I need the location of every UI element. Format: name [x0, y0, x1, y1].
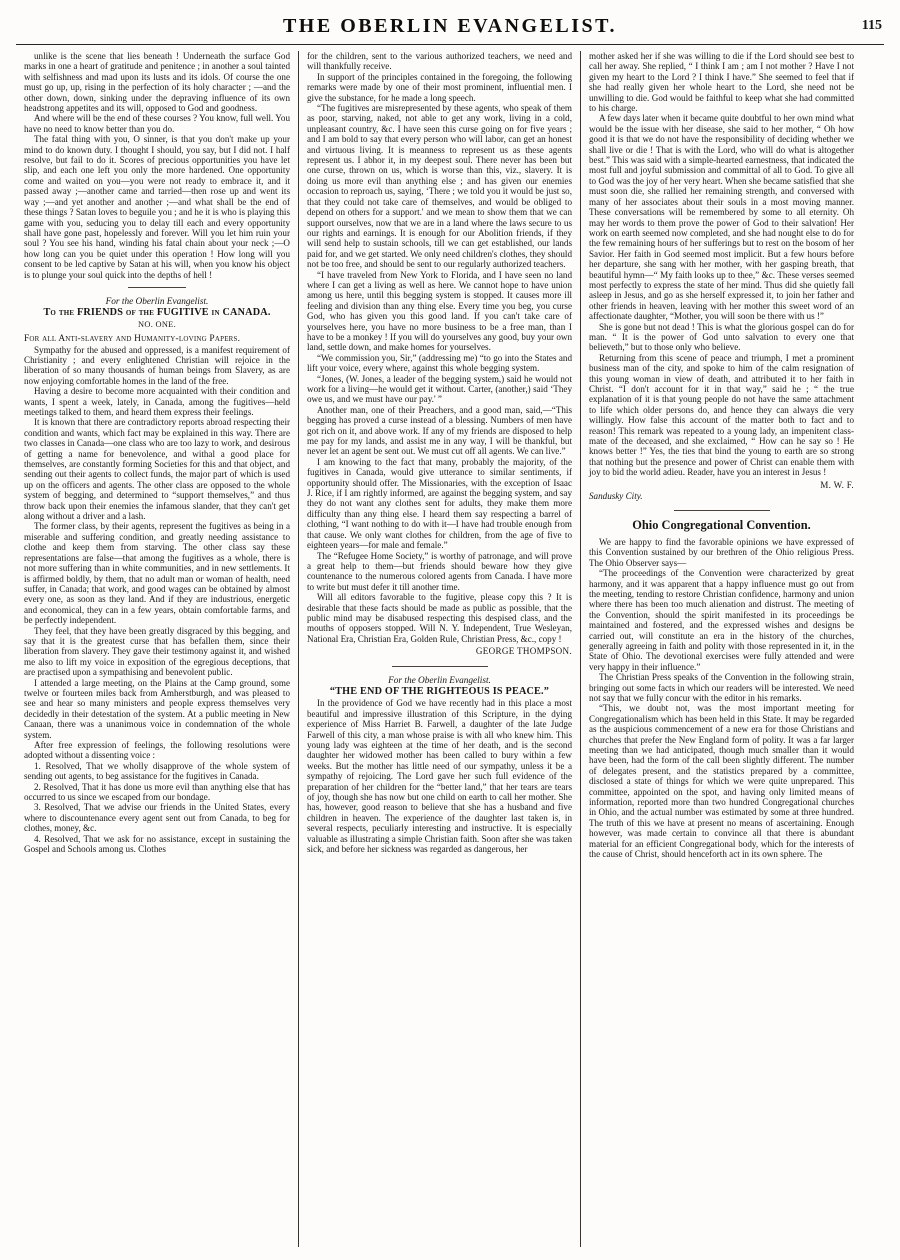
body-paragraph: The “Refugee Home Society,” is worthy of patronage, and will prove a great help to them—but friends should beware how they give countenance to the numerous colored agents from Canada. I have more to write but must defer it till another time.: [307, 550, 572, 592]
body-paragraph: In support of the principles contained in the foregoing, the following remarks were made by one of their most prominent, influential men. I give the substance, for he made a long speech.: [307, 71, 572, 103]
body-paragraph: [24, 333, 290, 344]
body-paragraph: 4. Resolved, That we ask for no assistance, except in sustaining the Gospel and Schools among us. Clothes: [24, 833, 290, 855]
body-paragraph: Another man, one of their Preachers, and a good man, said,—“This begging has proved a curse instead of a blessing. Numbers of men have got rich on it, and above work. If any of my friends are disposed to help me pay for my lands, and assist me in any way, I will be thankful, but never let an agent be sent out. We must cut off all agents. We can live.”: [307, 404, 572, 457]
body-paragraph: mother asked her if she was willing to die if the Lord should see best to call her away. She replied, “ I think I am ; am I not mother ? Have I not given my heart to the Lord ? I think I have.” She seemed to feel that if she had really given her whole heart to the Lord, she need not be unwilling to die. God would be faithful to keep what she had committed to his charge.: [589, 51, 854, 114]
body-paragraph: “The fugitives are misrepresented by these agents, who speak of them as poor, starving, naked, not able to get any work, living in a cold, unpleasant country, &c. I have seen this curse going on for five years ; and I am bold to say that every person who will labor, can get an honest and virtuous living. It is meanness to represent us as these agents represent us. I abhor it, in my deepest soul. There never has been but one curse, thrown on us, which is worse than this, viz., slavery. It is doing us more evil than anything else ; and has given our enemies occasion to reproach us, saying, ‘There ; we told you it would be just so, that they could not take care of themselves, and would be obliged to depend on others for a support.' and we mean to show them that we can support ourselves, now that we are in a land where the laws secure to us our rights and earnings. It is enough for our Abolition friends, if they will send help to sustain schools, till we can get established, our lands paid for, and we get started. We only need children's clothes, they should not be too free, and should be sent to our regularly authorized teachers.: [307, 103, 572, 270]
body-paragraph: Sympathy for the abused and oppressed, is a manifest requirement of Christianity ; and every enlightened Christian will rejoice in the liberation of so many thousands of human beings from Slavery, as are now enjoying comfortable homes in the land of the free.: [24, 344, 290, 386]
body-paragraph: Will all editors favorable to the fugitive, please copy this ? It is desirable that these facts should be made as public as possible, that the public mind may be disabused respecting this despised class, and the mouths of opposers stopped. Will N. Y. Independent, True Wesleyan, National Era, Christian Era, Golden Rule, Christian Press, &c., copy !: [307, 592, 572, 644]
body-paragraph: A few days later when it became quite doubtful to her own mind what would be the issue with her disease, she said to her mother, “ Oh how good it is that we do not have the responsibility of deciding whether we shall live or die ! That is with the Lord, who will do what is altogether best.” This was said with a simple-hearted earnestness, that indicated the most full and joyful submission and committal of all to God. To give all to God was the joy of her very heart. When she became satisfied that she must soon die, she rallied her remaining strength, and conversed with many of her associates about their souls in a most moving manner. These conversations will be remembered by some to all eternity. Oh may her words to them prove the power of God to their salvation! Her work on earth seemed now completed, and she had nought else to do for the few remaining hours of her sufferings but to rest on the bosom of her Savior. Her faith in God seemed most implicit. But a few hours before her departure, she sang with her mother, with her gasping breath, that beautiful hymn—“ My faith looks up to thee,” &c. These verses seemed most perfectly to express the state of her mind. Thus did she quietly fall asleep in Jesus, and go as she herself expressed it, to join her father and other friends in heaven, leaving with her mother this sweet word of an affectionate daughter, “Mother, you will soon be there with us !”: [589, 113, 854, 322]
body-paragraph: Returning from this scene of peace and triumph, I met a prominent business man of the city, and spoke to him of the calm resignation of this young woman in view of death, and attributed it to her faith in Christ. “I don't account for it in that way,” said he ; “ the true explanation of it is that young people do not have the same attachment to life which older persons do, and hence they can always die very willingly. How false this account of the matter both to fact and to reason! This remark was repeated to a young lady, an impenitent class-mate of the deceased, and she exclaimed, “ How can he say so ! He knows better !” Yes, the ties that bind the young to earth are so strong that nothing but the presence and power of Christ can enable them with joy to bid the world adieu. Reader, have you an interest in Jesus !: [589, 352, 854, 478]
body-paragraph: 2. Resolved, That it has done us more evil than anything else that has occurred to us since we escaped from our bondage.: [24, 781, 290, 803]
body-paragraph: The fatal thing with you, O sinner, is that you don't make up your mind to do known duty. I thought I should, you say, but I did not. I half resolve, but fail to do it. Scores of precious opportunities you have let slip, and each one left you only the more hardened. One opportunity come and waited on you—you were not ready to embrace it, and it passed away ;—another came and tarried—then rose up and went its way ;—and yet another and another ;—and what shall be the end of these things ? Satan loves to beguile you ; and he it is who is playing this game with you, seducing you to delay till each and every opportunity shall have gone past, hopelessly and forever. Will you let him ruin your soul ? You see his hand, winding his fatal chain about your neck ;—O how long can you be quiet under this operation ! How long will you consent to be led captive by Satan at his will, when you know his object is to plunge your soul quick into the depths of hell !: [24, 134, 290, 280]
page-title: THE OBERLIN EVANGELIST.: [282, 15, 618, 37]
divider-rule: [392, 666, 488, 667]
body-paragraph: “I have traveled from New York to Florida, and I have seen no land where I can get a living as well as here. We cannot hope to have union among us here, until this begging system is stopped. It causes more ill feeling and division than any thing else. Every time you beg, you curse God, who has given you this good land. If you can't take care of yourselves here, you have no more business to be a free man, than I have to be a monkey ! If you will do yourselves any good, buy your own land, settle down, and make homes for yourselves.: [307, 269, 572, 353]
body-paragraph: In the providence of God we have recently had in this place a most beautiful and impressive illustration of this Scripture, in the dying experience of Miss Harriet B. Farwell, a daughter of the late Judge Farwell of this city, a man whose praise is with all who knew him. This young lady was eighteen at the time of her death, and is the second daughter her widowed mother has been called to bury within a few weeks. But the mother has little need of our sympathy, unless it be a sympathy of rejoicing. The Lord gave her such full evidence of the preparation of her children for the “better land,” that her tears are tears of joy, though she has now but one child on earth to call her mother. She has, however, good reason to believe that she has a husband and five children in heaven. The experience of the daughter last taken is, in several respects, peculiarly interesting and instructive. It is especially valuable as illustrating a simple Christian faith. Soon after she was taken sick, and before her sickness was regarded as dangerous, her: [307, 698, 572, 855]
article-title: To the FRIENDS of the FUGITIVE in CANADA.: [43, 307, 271, 319]
column-3: [580, 51, 862, 1247]
section-heading: Ohio Congregational Convention.: [632, 518, 811, 533]
article-signature: M. W. F.: [820, 479, 854, 490]
body-paragraph: for the children, sent to the various authorized teachers, we need and will thankfully receive.: [307, 51, 572, 72]
body-paragraph: And where will be the end of these courses ? You know, full well. You have no need to know better than you do.: [24, 113, 290, 134]
article-kicker: For the Oberlin Evangelist.: [388, 675, 491, 686]
body-paragraph: “We commission you, Sir,” (addressing me) “to go into the States and lift your voice, every where, against this whole begging system.: [307, 352, 572, 374]
body-paragraph: 1. Resolved, That we wholly disapprove of the whole system of sending out agents, to beg assistance for the fugitives in Canada.: [24, 760, 290, 782]
divider-rule: [128, 287, 186, 288]
body-paragraph: She is gone but not dead ! This is what the glorious gospel can do for man. “ It is the power of God unto salvation to every one that believeth,” but to those only who believe.: [589, 321, 854, 353]
body-paragraph: The former class, by their agents, represent the fugitives as being in a miserable and suffering condition, and greatly needing assistance to clothe and keep them from starving. The other class say these representations are false—that among the fugitives as a whole, there is not more suffering than in white communities, and in new settlements. It is affirmed boldly, by them, that no adult man or woman of health, need suffer, in Canada; that work, and good wages can be obtained by almost every one, as soon as they land. And if they are industrious, energetic and economical, they can in a few years, obtain comfortable farms, and be perfectly independent.: [24, 521, 290, 626]
body-paragraph: 3. Resolved, That we advise our friends in the United States, every where to discountenance every agent sent out from Canada, to beg for clothes, money, &c.: [24, 802, 290, 834]
body-paragraph: The Christian Press speaks of the Convention in the following strain, bringing out some facts in which our readers will be interested. We need not say that we fully concur with the editor in his remarks.: [589, 672, 854, 703]
body-paragraph: It is known that there are contradictory reports abroad respecting their condition and wants, which fact may be explained in this way. There are two classes in Canada—one class who are too lazy to work, and desirous of getting a name for benevolence, and withal a good place for themselves, are constantly forming Societies for this and that object, and sending out their agents to collect funds, the major part of which is used up on the officers and agents. The other class are opposed to the whole system of begging, and determined to “support themselves,” and thus throw back upon their enemies the infamous slander, that they can't get along without a driver and a lash.: [24, 417, 290, 522]
article-title: “THE END OF THE RIGHTEOUS IS PEACE.”: [329, 685, 550, 697]
column-container: [16, 51, 884, 1247]
body-paragraph: I attended a large meeting, on the Plains at the Camp ground, some twelve or fourteen miles back from Amherstburgh, and was pleased to see and hear so many ministers and people express themselves very decidedly in their detestation of the system. At a public meeting in New Canaan, there was a unanimous voice in condemnation of the whole system.: [24, 677, 290, 740]
body-paragraph: “The proceedings of the Convention were characterized by great harmony, and it was apparent that a happy influence must go out from the meeting, tending to restore Christian confidence, harmony and union where there has been too much alienation and distrust. The meeting of the Convention, should the spirit manifested in its proceedings be maintained and fostered, and the expressed wishes and designs be carried out, will constitute an era in the history of the churches, generally agreeing in faith and polity with those represented in it, in the State of Ohio. The devotional exercises were fully attended and were very happy in their influence.”: [589, 568, 854, 672]
body-paragraph: They feel, that they have been greatly disgraced by this begging, and say that it is the greatest curse that has befallen them, since their liberation from slavery. They gave their testimony against it, and wished me also to lift my voice in exposition of the egregious deceptions, that are practised upon a sympathising and benevolent public.: [24, 625, 290, 678]
body-paragraph: After free expression of feelings, the following resolutions were adopted without a dissenting voice :: [24, 740, 290, 761]
page-number: 115: [861, 18, 882, 33]
article-signature: GEORGE THOMPSON.: [475, 646, 572, 657]
column-1: [16, 51, 298, 1247]
body-paragraph: We are happy to find the favorable opinions we have expressed of this Convention sustained by our brethren of the Ohio religious Press. The Ohio Observer says—: [589, 536, 854, 568]
body-paragraph: Having a desire to become more acquainted with their condition and wants, I spent a week, lately, in Canada, among the fugitives—held meetings talked to them, and heard them express their feelings.: [24, 386, 290, 417]
article-dateline: Sandusky City.: [589, 491, 643, 502]
body-paragraph: I am knowing to the fact that many, probably the majority, of the fugitives in Canada, would give utterance to similar sentiments, if opportunity should offer. The Missionaries, with the exception of Isaac J. Rice, if I am rightly informed, are against the begging system, and say they do not want any clothes sent for adults, they make them more difficulty than any thing else. I heard them say respecting a barrel of clothing, “I want nothing to do with it—I have had trouble enough from that cause. We only want clothes for children, from the age of five to eighteen years—for male and female.”: [307, 456, 572, 551]
divider-rule: [674, 510, 770, 511]
masthead: [16, 14, 884, 45]
body-paragraph: unlike is the scene that lies beneath ! Underneath the surface God marks in one a heart of gratitude and penitence ; in another a soul tainted with selfishness and mad upon its lusts and its idols. Of course the one must go up, up, rising in the perfection of its holy character ; —and the other down, down, sinking under the depraving influence of its own headstrong appetites and its will, opposed to God and goodness.: [24, 51, 290, 114]
body-paragraph: “Jones, (W. Jones, a leader of the begging system,) said he would not work for a living—he would get it without. Carter, (another,) said ‘They owe us, and we must have our pay.' ”: [307, 373, 572, 405]
body-paragraph: “This, we doubt not, was the most important meeting for Congregationalism which has been held in this State. It may be regarded as the auspicious commencement of a new era for those Christians and churches that prefer the New England form of polity. It was a far larger meeting than we had anticipated, though much smaller than it would have been, had the form of the call been slightly different. The number of delegates present, and the statistics prepared by a committee, disclosed a state of things for which we were quite unprepared. This committee, appointed on the spot, and having only limited means of information, reported more than two hundred Congregational churches in Ohio, and the actual number was estimated by some at three hundred. The truth of this we have at present no means of ascertaining. Enough however, was made certain to convince all that there is abundant material for an efficient Congregational body, which for the interests of the cause of Christ, should henceforth act in its own sphere. The: [589, 703, 854, 860]
paragraph-lead: For all Anti-slavery and Humanity-loving Papers.: [24, 334, 241, 345]
article-kicker: For the Oberlin Evangelist.: [105, 296, 209, 307]
column-2: [298, 51, 580, 1247]
article-subtitle: NO. ONE.: [138, 319, 176, 329]
